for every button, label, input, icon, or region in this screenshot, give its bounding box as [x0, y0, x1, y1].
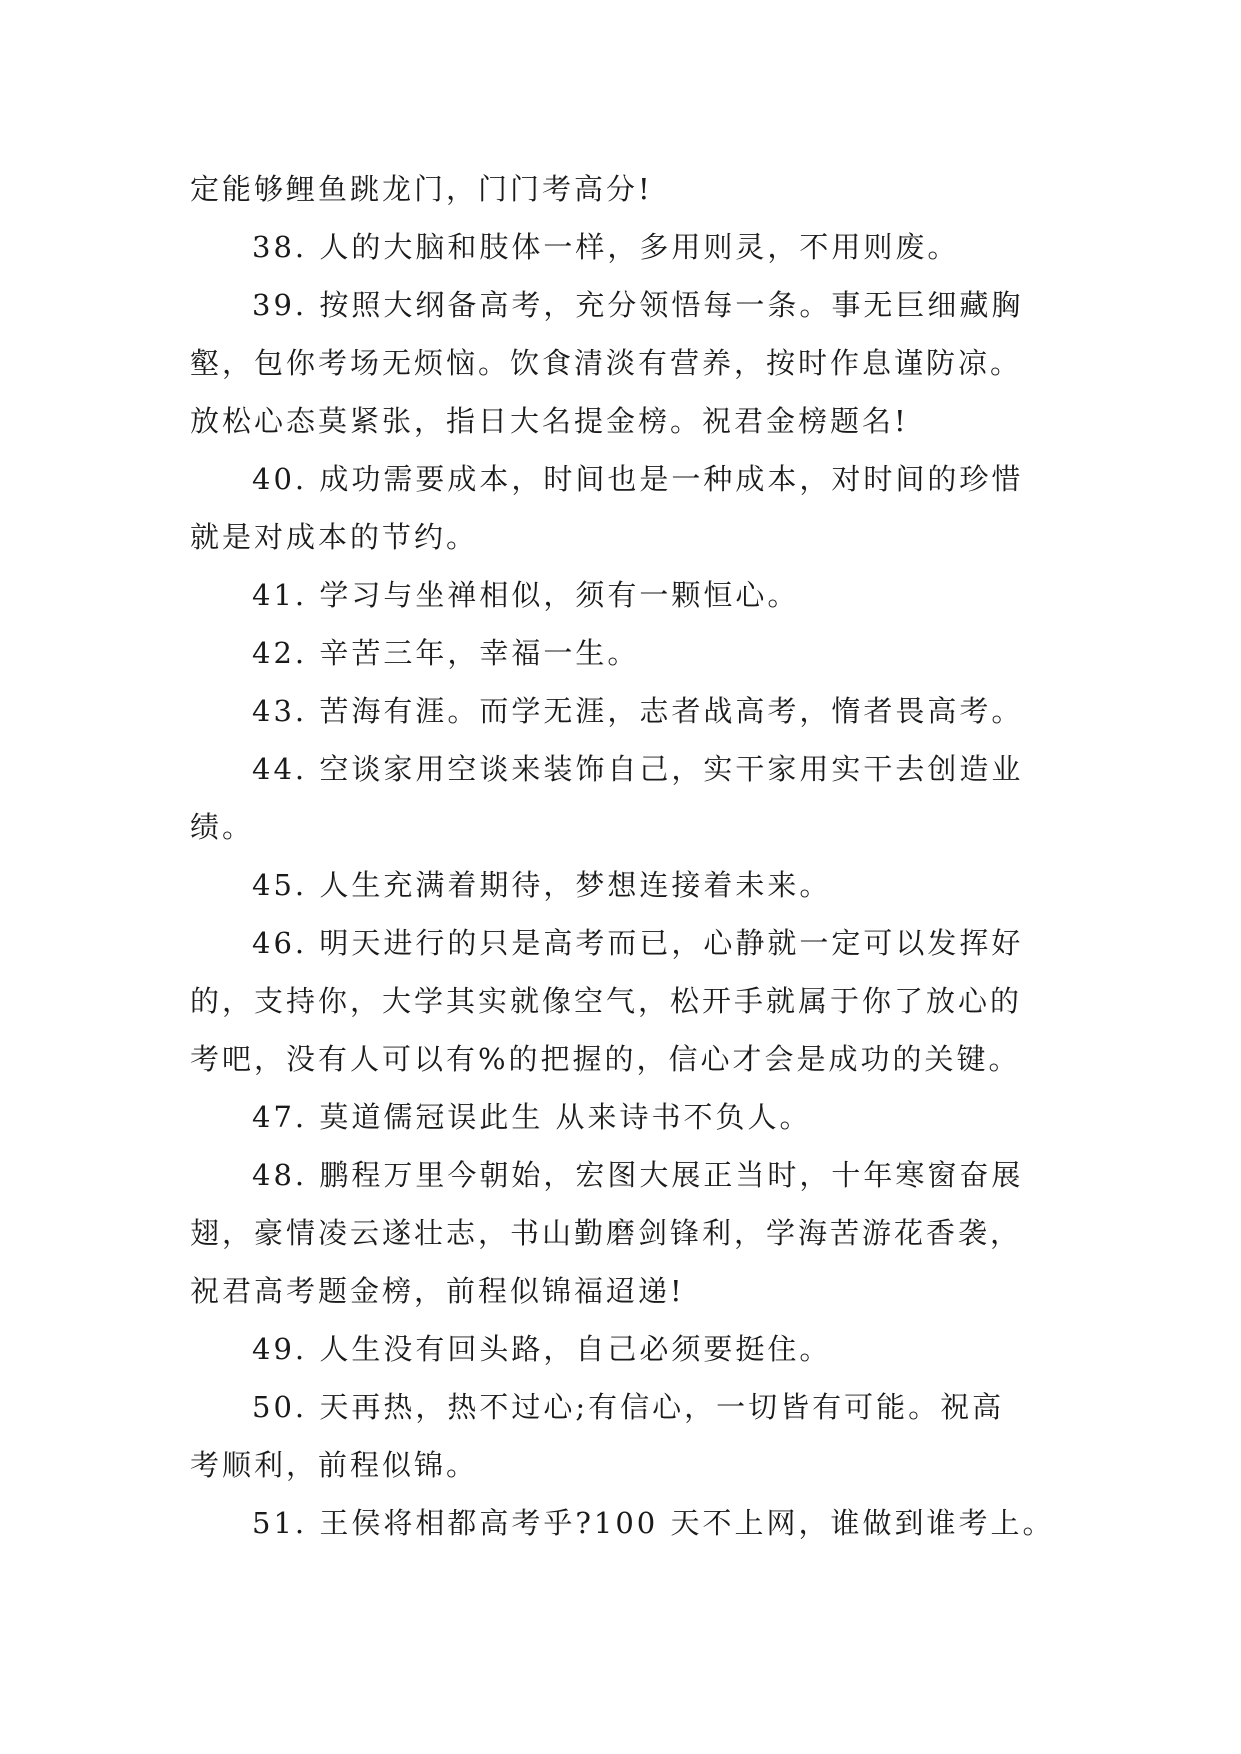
paragraph-line-first: 43. 苦海有涯。而学无涯，志者战高考，惰者畏高考。 [252, 694, 1024, 728]
paragraph-line-first: 50. 天再热，热不过心;有信心，一切皆有可能。祝高 [252, 1390, 1005, 1424]
paragraph-line: 壑，包你考场无烦恼。饮食清淡有营养，按时作息谨防凉。 [190, 346, 1023, 380]
paragraph-line-first: 39. 按照大纲备高考，充分领悟每一条。事无巨细藏胸 [252, 288, 1024, 322]
paragraph-line: 绩。 [190, 810, 255, 844]
paragraph-line: 放松心态莫紧张，指日大名提金榜。祝君金榜题名! [190, 404, 909, 438]
document-body [190, 160, 1070, 1552]
paragraph-line-first: 44. 空谈家用空谈来装饰自己，实干家用实干去创造业 [252, 752, 1024, 786]
paragraph-line: 考顺利，前程似锦。 [190, 1448, 479, 1482]
paragraph-line-first: 定能够鲤鱼跳龙门，门门考高分! [190, 172, 653, 206]
paragraph-line: 祝君高考题金榜，前程似锦福迢递! [190, 1274, 685, 1308]
paragraph-line-first: 42. 辛苦三年，幸福一生。 [252, 636, 640, 670]
paragraph-line-first: 48. 鹏程万里今朝始，宏图大展正当时，十年寒窗奋展 [252, 1158, 1024, 1192]
paragraph-line: 考吧，没有人可以有%的把握的，信心才会是成功的关键。 [190, 1042, 1021, 1076]
paragraph-line-first: 45. 人生充满着期待，梦想连接着未来。 [252, 868, 832, 902]
paragraph-line: 就是对成本的节约。 [190, 520, 479, 554]
paragraph-line-first: 38. 人的大脑和肢体一样，多用则灵，不用则废。 [252, 230, 960, 264]
paragraph-line-first: 49. 人生没有回头路，自己必须要挺住。 [252, 1332, 832, 1366]
paragraph-line: 的，支持你，大学其实就像空气，松开手就属于你了放心的 [190, 984, 1023, 1018]
paragraph-line-first: 41. 学习与坐禅相似，须有一颗恒心。 [252, 578, 800, 612]
paragraph-line-first: 46. 明天进行的只是高考而已，心静就一定可以发挥好 [252, 926, 1024, 960]
paragraph-line-first: 40. 成功需要成本，时间也是一种成本，对时间的珍惜 [252, 462, 1024, 496]
paragraph-line-first: 51. 王侯将相都高考乎?100 天不上网，谁做到谁考上。 [252, 1506, 1055, 1540]
paragraph-line: 翅，豪情凌云遂壮志，书山勤磨剑锋利，学海苦游花香袭， [190, 1216, 1023, 1250]
paragraph-line-first: 47. 莫道儒冠误此生 从来诗书不负人。 [252, 1100, 812, 1134]
